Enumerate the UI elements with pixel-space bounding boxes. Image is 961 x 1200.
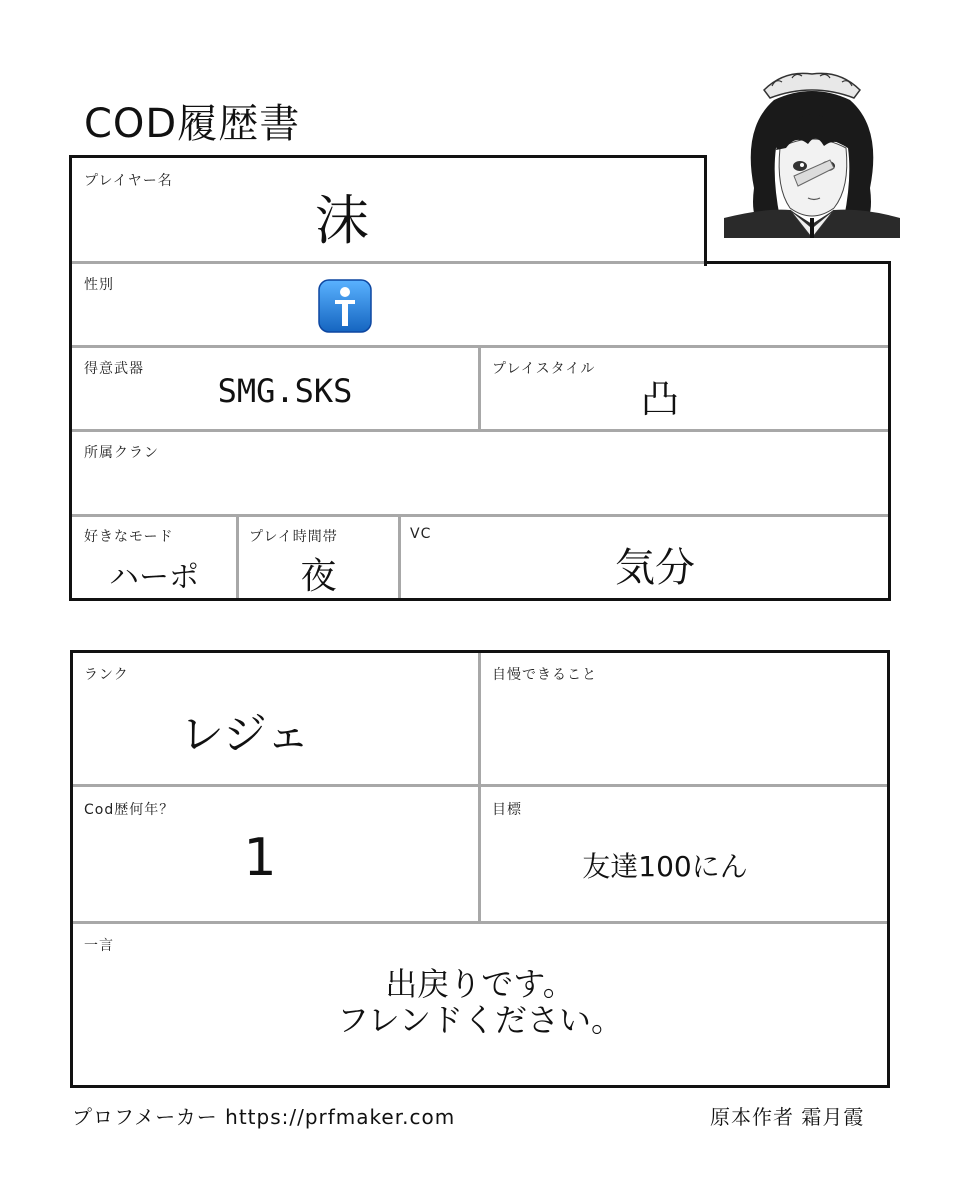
avatar [724, 68, 900, 238]
weapon-value: SMG.SKS [217, 372, 353, 410]
playstyle-value: 凸 [640, 377, 679, 421]
vc-label: VC [410, 526, 432, 542]
footer-author: 原本作者 霜月霞 [710, 1105, 865, 1129]
playstyle-label: プレイスタイル [492, 361, 596, 377]
player-name-label: プレイヤー名 [84, 173, 173, 189]
vc-value: 気分 [615, 545, 695, 591]
years-value: 1 [243, 828, 277, 888]
gender-label: 性別 [84, 277, 114, 293]
time-label: プレイ時間帯 [249, 529, 338, 545]
years-label: Cod歴何年？ [84, 802, 175, 818]
rank-label: ランク [84, 667, 129, 683]
time-value: 夜 [300, 556, 337, 597]
clan-label: 所属クラン [84, 445, 159, 461]
goal-value: 友達100にん [582, 850, 748, 883]
information-emoji-icon [317, 278, 373, 334]
weapon-label: 得意武器 [84, 361, 144, 377]
comment-label: 一言 [84, 938, 114, 954]
player-name-value: 沫 [315, 189, 369, 252]
comment-line-1: 出戻りです。 [385, 965, 575, 1003]
pride-label: 自慢できること [492, 667, 597, 683]
footer-credit: プロフメーカー https://prfmaker.com [72, 1105, 456, 1129]
mode-label: 好きなモード [84, 529, 174, 545]
comment-line-2: フレンドください。 [337, 1001, 623, 1039]
mode-value: ハーポ [109, 560, 199, 595]
rank-value: レジェ [179, 709, 311, 760]
page-title: COD履歴書 [84, 101, 301, 147]
goal-label: 目標 [492, 802, 522, 818]
